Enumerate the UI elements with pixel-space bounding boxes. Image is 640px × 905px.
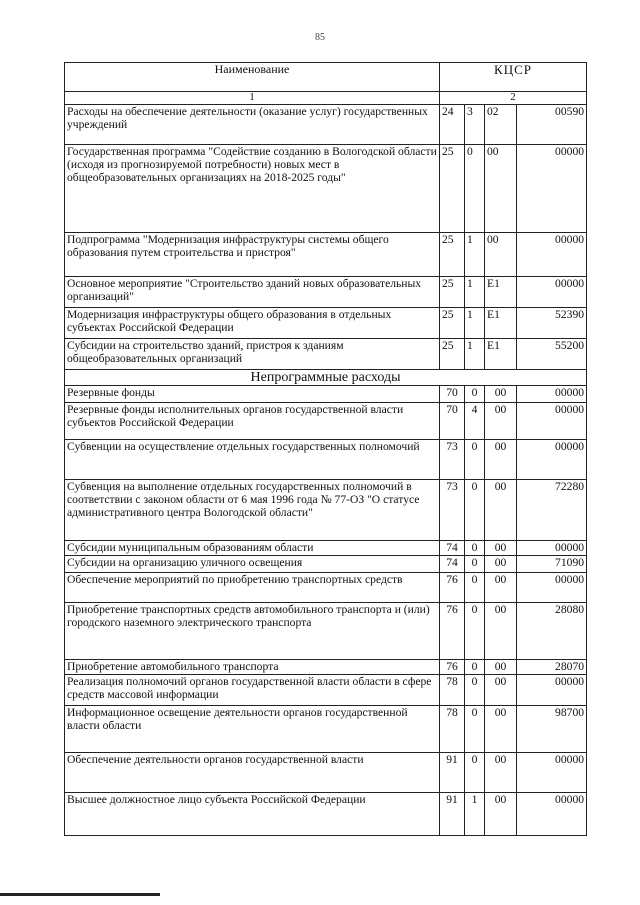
code-part-3-cell: 00 — [485, 675, 517, 706]
table-row — [65, 753, 587, 793]
code-part-2-cell: 3 — [465, 105, 485, 145]
code-part-1-cell: 91 — [440, 753, 465, 793]
expense-name-cell: Приобретение автомобильного транспорта — [65, 660, 440, 675]
table-row — [65, 573, 587, 603]
code-part-2-cell: 1 — [465, 308, 485, 339]
table-row — [65, 308, 587, 339]
expense-name-cell: Субсидии на строительство зданий, пристроя к зданиям общеобразовательных организаций — [65, 339, 440, 370]
expense-name-cell: Субвенция на выполнение отдельных государственных полномочий в соответствии с законом области от 6 мая 1996 года № 77-ОЗ "О статусе административного центра Вологодской области" — [65, 480, 440, 541]
table-header-row — [65, 63, 587, 92]
code-part-2-cell: 4 — [465, 403, 485, 440]
code-part-4-cell: 00000 — [517, 233, 587, 277]
expense-name-cell: Государственная программа "Содействие созданию в Вологодской области (исходя из прогнозируемой потребности) новых мест в общеобразовательных организациях на 2018-2025 годы" — [65, 145, 440, 233]
table-row — [65, 440, 587, 480]
table-row — [65, 541, 587, 556]
code-part-2-cell: 0 — [465, 675, 485, 706]
table-row — [65, 793, 587, 836]
table-row — [65, 403, 587, 440]
column-number-2: 2 — [440, 92, 587, 105]
code-part-3-cell: 00 — [485, 403, 517, 440]
table-row — [65, 706, 587, 753]
code-part-1-cell: 74 — [440, 556, 465, 573]
code-part-2-cell: 0 — [465, 145, 485, 233]
code-part-2-cell: 0 — [465, 556, 485, 573]
code-part-3-cell: 00 — [485, 233, 517, 277]
code-part-1-cell: 78 — [440, 675, 465, 706]
code-part-2-cell: 0 — [465, 480, 485, 541]
expense-name-cell: Субсидии муниципальным образованиям области — [65, 541, 440, 556]
code-part-2-cell: 1 — [465, 339, 485, 370]
code-part-2-cell: 0 — [465, 386, 485, 403]
code-part-4-cell: 28080 — [517, 603, 587, 660]
code-part-1-cell: 25 — [440, 308, 465, 339]
code-part-1-cell: 76 — [440, 603, 465, 660]
header-name-cell: Наименование — [65, 63, 440, 92]
code-part-3-cell: 00 — [485, 603, 517, 660]
code-part-3-cell: 00 — [485, 556, 517, 573]
table-row — [65, 603, 587, 660]
code-part-4-cell: 98700 — [517, 706, 587, 753]
code-part-3-cell: 00 — [485, 573, 517, 603]
code-part-3-cell: Е1 — [485, 339, 517, 370]
code-part-1-cell: 24 — [440, 105, 465, 145]
nonprogram-rows — [65, 386, 587, 836]
expense-name-cell: Реализация полномочий органов государственной власти области в сфере средств массовой информации — [65, 675, 440, 706]
code-part-3-cell: Е1 — [485, 308, 517, 339]
code-part-1-cell: 73 — [440, 440, 465, 480]
code-part-1-cell: 25 — [440, 145, 465, 233]
code-part-3-cell: 00 — [485, 145, 517, 233]
code-part-3-cell: 00 — [485, 480, 517, 541]
table-row — [65, 675, 587, 706]
section-title: Непрограммные расходы — [65, 370, 587, 386]
expense-name-cell: Высшее должностное лицо субъекта Российской Федерации — [65, 793, 440, 836]
expense-name-cell: Подпрограмма "Модернизация инфраструктуры системы общего образования путем строительства и пристроя" — [65, 233, 440, 277]
code-part-4-cell: 00000 — [517, 541, 587, 556]
code-part-2-cell: 0 — [465, 541, 485, 556]
code-part-3-cell: Е1 — [485, 277, 517, 308]
table-row — [65, 660, 587, 675]
table-row — [65, 556, 587, 573]
code-part-4-cell: 00000 — [517, 403, 587, 440]
column-number-1: 1 — [65, 92, 440, 105]
code-part-1-cell: 70 — [440, 386, 465, 403]
code-part-4-cell: 00000 — [517, 753, 587, 793]
code-part-2-cell: 1 — [465, 233, 485, 277]
code-part-4-cell: 00000 — [517, 675, 587, 706]
expense-name-cell: Резервные фонды исполнительных органов государственной власти субъектов Российской Федерации — [65, 403, 440, 440]
code-part-1-cell: 91 — [440, 793, 465, 836]
program-rows — [65, 105, 587, 370]
code-part-4-cell: 52390 — [517, 308, 587, 339]
code-part-3-cell: 00 — [485, 753, 517, 793]
code-part-4-cell: 55200 — [517, 339, 587, 370]
section-heading-row — [65, 370, 587, 386]
section-heading-row-group — [65, 370, 587, 386]
table-row — [65, 480, 587, 541]
code-part-1-cell: 25 — [440, 339, 465, 370]
code-part-4-cell: 28070 — [517, 660, 587, 675]
code-part-2-cell: 0 — [465, 753, 485, 793]
code-part-4-cell: 00000 — [517, 277, 587, 308]
code-part-1-cell: 25 — [440, 233, 465, 277]
scan-edge-line — [0, 893, 160, 896]
code-part-2-cell: 1 — [465, 793, 485, 836]
code-part-1-cell: 76 — [440, 573, 465, 603]
table-row — [65, 145, 587, 233]
code-part-4-cell: 00000 — [517, 793, 587, 836]
table-row — [65, 105, 587, 145]
code-part-4-cell: 72280 — [517, 480, 587, 541]
expense-name-cell: Приобретение транспортных средств автомобильного транспорта и (или) городского наземного электрического транспорта — [65, 603, 440, 660]
header-code-cell: КЦСР — [440, 63, 587, 92]
table-row — [65, 339, 587, 370]
expense-name-cell: Информационное освещение деятельности органов государственной власти области — [65, 706, 440, 753]
code-part-4-cell: 00000 — [517, 386, 587, 403]
code-part-1-cell: 25 — [440, 277, 465, 308]
code-part-2-cell: 0 — [465, 660, 485, 675]
code-part-3-cell: 00 — [485, 706, 517, 753]
code-part-1-cell: 70 — [440, 403, 465, 440]
expense-name-cell: Основное мероприятие "Строительство зданий новых образовательных организаций" — [65, 277, 440, 308]
table-row — [65, 277, 587, 308]
budget-classification-table — [64, 62, 587, 836]
code-part-2-cell: 1 — [465, 277, 485, 308]
expense-name-cell: Субвенции на осуществление отдельных государственных полномочий — [65, 440, 440, 480]
code-part-1-cell: 74 — [440, 541, 465, 556]
code-part-4-cell: 00000 — [517, 573, 587, 603]
code-part-4-cell: 00000 — [517, 440, 587, 480]
page-number: 85 — [315, 32, 325, 43]
code-part-2-cell: 0 — [465, 573, 485, 603]
expense-name-cell: Обеспечение мероприятий по приобретению транспортных средств — [65, 573, 440, 603]
table-row — [65, 386, 587, 403]
code-part-4-cell: 00590 — [517, 105, 587, 145]
code-part-1-cell: 78 — [440, 706, 465, 753]
code-part-2-cell: 0 — [465, 706, 485, 753]
code-part-3-cell: 02 — [485, 105, 517, 145]
code-part-3-cell: 00 — [485, 440, 517, 480]
code-part-1-cell: 76 — [440, 660, 465, 675]
column-number-row — [65, 92, 587, 105]
code-part-4-cell: 71090 — [517, 556, 587, 573]
expense-name-cell: Обеспечение деятельности органов государственной власти — [65, 753, 440, 793]
expense-name-cell: Субсидии на организацию уличного освещения — [65, 556, 440, 573]
code-part-4-cell: 00000 — [517, 145, 587, 233]
code-part-2-cell: 0 — [465, 603, 485, 660]
expense-name-cell: Резервные фонды — [65, 386, 440, 403]
expense-name-cell: Расходы на обеспечение деятельности (оказание услуг) государственных учреждений — [65, 105, 440, 145]
expense-name-cell: Модернизация инфраструктуры общего образования в отдельных субъектах Российской Федерации — [65, 308, 440, 339]
code-part-3-cell: 00 — [485, 541, 517, 556]
code-part-1-cell: 73 — [440, 480, 465, 541]
code-part-3-cell: 00 — [485, 386, 517, 403]
table-row — [65, 233, 587, 277]
code-part-3-cell: 00 — [485, 660, 517, 675]
code-part-2-cell: 0 — [465, 440, 485, 480]
code-part-3-cell: 00 — [485, 793, 517, 836]
